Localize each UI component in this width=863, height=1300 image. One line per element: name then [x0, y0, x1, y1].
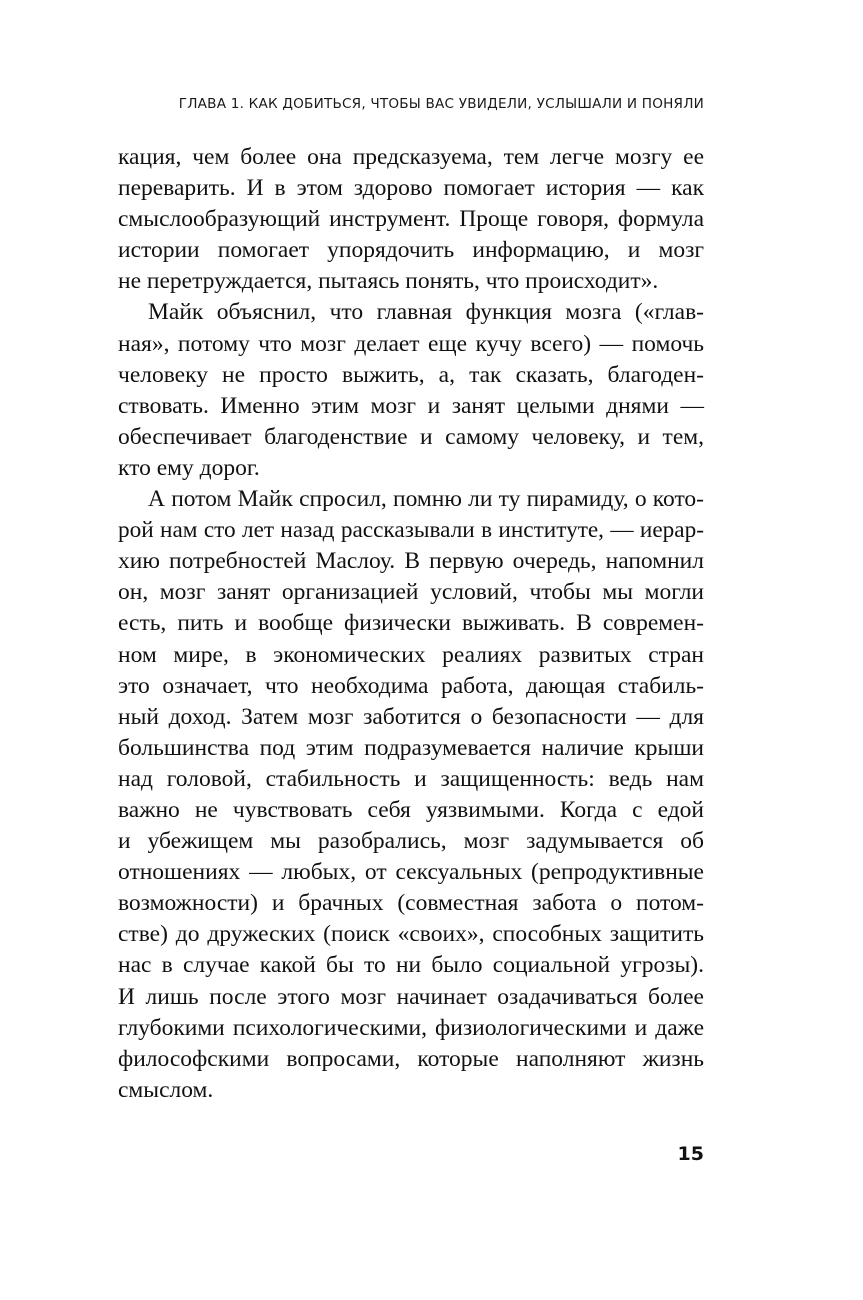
text-line: смыслом. — [118, 1076, 214, 1103]
text-line: человеку не просто выжить, а, так сказать, благоден- — [118, 361, 704, 388]
text-line: не перетруждается, пытаясь понять, что происходит». — [118, 268, 659, 295]
text-line: переварить. И в этом здорово помогает история — как — [118, 175, 704, 202]
text-line: хию потребностей Маслоу. В первую очередь, напомнил — [118, 548, 704, 575]
text-line: возможности) и брачных (совместная забота о потом- — [118, 890, 704, 917]
text-line: ном мире, в экономических реалиях развитых стран — [118, 641, 704, 668]
text-line: обеспечивает благоденствие и самому человеку, и тем, — [118, 423, 704, 450]
text-line: глубокими психологическими, физиологическими и даже — [118, 1014, 704, 1041]
text-line: ный доход. Затем мозг заботится о безопасности — для — [118, 703, 704, 730]
text-line: Майк объяснил, что главная функция мозга («глав- — [148, 299, 704, 326]
text-line: и убежищем мы разобрались, мозг задумывается об — [118, 828, 704, 855]
text-line: смыслообразующий инструмент. Проще говоря, формула — [118, 206, 704, 233]
text-line: А потом Майк спросил, помню ли ту пирамиду, о кото- — [148, 486, 704, 513]
text-line: ная», потому что мозг делает еще кучу всего) — помочь — [118, 330, 704, 357]
text-line: ствовать. Именно этим мозг и занят целыми днями — — [118, 392, 704, 419]
text-line: это означает, что необходима работа, дающая стабиль- — [118, 672, 704, 699]
text-line: стве) до дружеских (поиск «своих», способных защитить — [118, 921, 704, 948]
text-line: важно не чувствовать себя уязвимыми. Когда с едой — [118, 796, 704, 823]
text-line: кация, чем более она предсказуема, тем легче мозгу ее — [118, 144, 704, 170]
text-line: большинства под этим подразумевается наличие крыши — [118, 734, 704, 761]
text-line: рой нам сто лет назад рассказывали в институте, — иерар- — [118, 517, 704, 544]
running-head: ГЛАВА 1. КАК ДОБИТЬСЯ, ЧТОБЫ ВАС УВИДЕЛИ, УСЛЫШАЛИ И ПОНЯЛИ — [178, 96, 704, 112]
text-line: нас в случае какой бы то ни было социальной угрозы). — [118, 952, 704, 979]
text-line: истории помогает упорядочить информацию, и мозг — [118, 237, 704, 264]
text-line: кто ему дорог. — [118, 454, 260, 481]
text-line: над головой, стабильность и защищенность: ведь нам — [118, 765, 704, 792]
page-number: 15 — [677, 1143, 704, 1165]
text-line: И лишь после этого мозг начинает озадачиваться более — [118, 983, 704, 1010]
text-line: он, мозг занят организацией условий, чтобы мы могли — [118, 579, 704, 606]
text-line: отношениях — любых, от сексуальных (репродуктивные — [118, 859, 704, 886]
text-line: есть, пить и вообще физически выживать. В современ- — [118, 610, 704, 637]
text-line: философскими вопросами, которые наполняют жизнь — [118, 1045, 704, 1072]
body-text — [118, 142, 704, 1106]
